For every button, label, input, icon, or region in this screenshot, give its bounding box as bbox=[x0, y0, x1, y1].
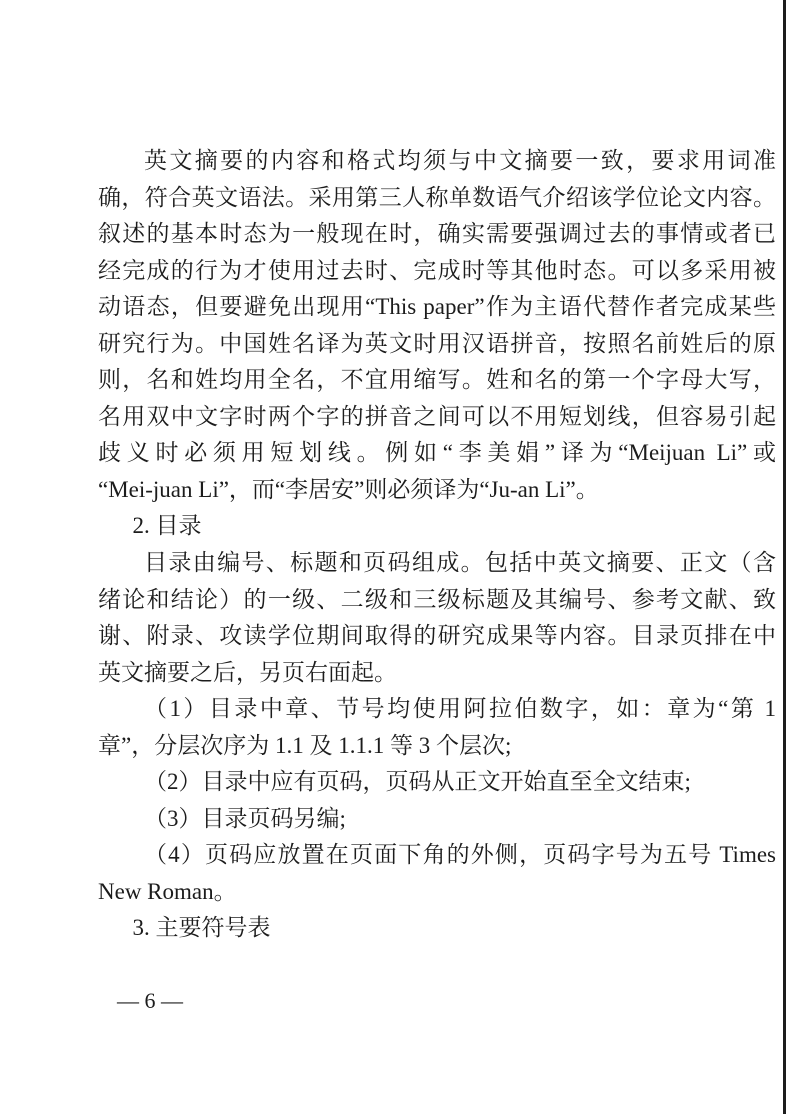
abstract-line: 叙述的基本时态为一般现在时，确实需要强调过去的事情或者已 bbox=[98, 221, 776, 247]
abstract-line: “Mei-juan Li”，而“李居安”则必须译为“Ju-an Li”。 bbox=[98, 476, 599, 502]
toc-item-line: New Roman。 bbox=[98, 878, 237, 904]
toc-paragraph-line: 目录由编号、标题和页码组成。包括中英文摘要、正文（含 bbox=[144, 550, 776, 576]
toc-item-line: 章”，分层次序为 1.1 及 1.1.1 等 3 个层次; bbox=[98, 732, 512, 758]
toc-item-line: （3）目录页码另编; bbox=[144, 805, 346, 831]
abstract-line: 确，符合英文语法。采用第三人称单数语气介绍该学位论文内容。 bbox=[98, 184, 776, 210]
abstract-line: 经完成的行为才使用过去时、完成时等其他时态。可以多采用被 bbox=[98, 257, 776, 283]
toc-paragraph-line: 谢、附录、攻读学位期间取得的研究成果等内容。目录页排在中 bbox=[98, 623, 776, 649]
abstract-line: 英文摘要的内容和格式均须与中文摘要一致，要求用词准 bbox=[144, 148, 776, 173]
abstract-line: 歧义时必须用短划线。例如“李美娟”译为“Meijuan Li”或 bbox=[98, 440, 776, 466]
document-body bbox=[98, 143, 776, 947]
abstract-line: 动语态，但要避免出现用“This paper”作为主语代替作者完成某些 bbox=[98, 294, 776, 320]
toc-item-line: （2）目录中应有页码，页码从正文开始直至全文结束; bbox=[144, 769, 691, 795]
abstract-line: 研究行为。中国姓名译为英文时用汉语拼音，按照名前姓后的原 bbox=[98, 330, 776, 356]
page-number: — 6 — bbox=[117, 988, 183, 1013]
toc-paragraph-line: 英文摘要之后，另页右面起。 bbox=[98, 659, 397, 685]
section-heading-symbols: 3. 主要符号表 bbox=[132, 915, 271, 941]
abstract-line: 名用双中文字时两个字的拼音之间可以不用短划线，但容易引起 bbox=[98, 403, 776, 429]
toc-item-line: （4）页码应放置在页面下角的外侧，页码字号为五号 Times bbox=[144, 842, 776, 868]
section-heading-toc: 2. 目录 bbox=[132, 513, 202, 539]
toc-item-line: （1）目录中章、节号均使用阿拉伯数字，如：章为“第 1 bbox=[144, 696, 776, 722]
toc-paragraph-line: 绪论和结论）的一级、二级和三级标题及其编号、参考文献、致 bbox=[98, 586, 776, 612]
abstract-line: 则，名和姓均用全名，不宜用缩写。姓和名的第一个字母大写， bbox=[98, 367, 776, 393]
